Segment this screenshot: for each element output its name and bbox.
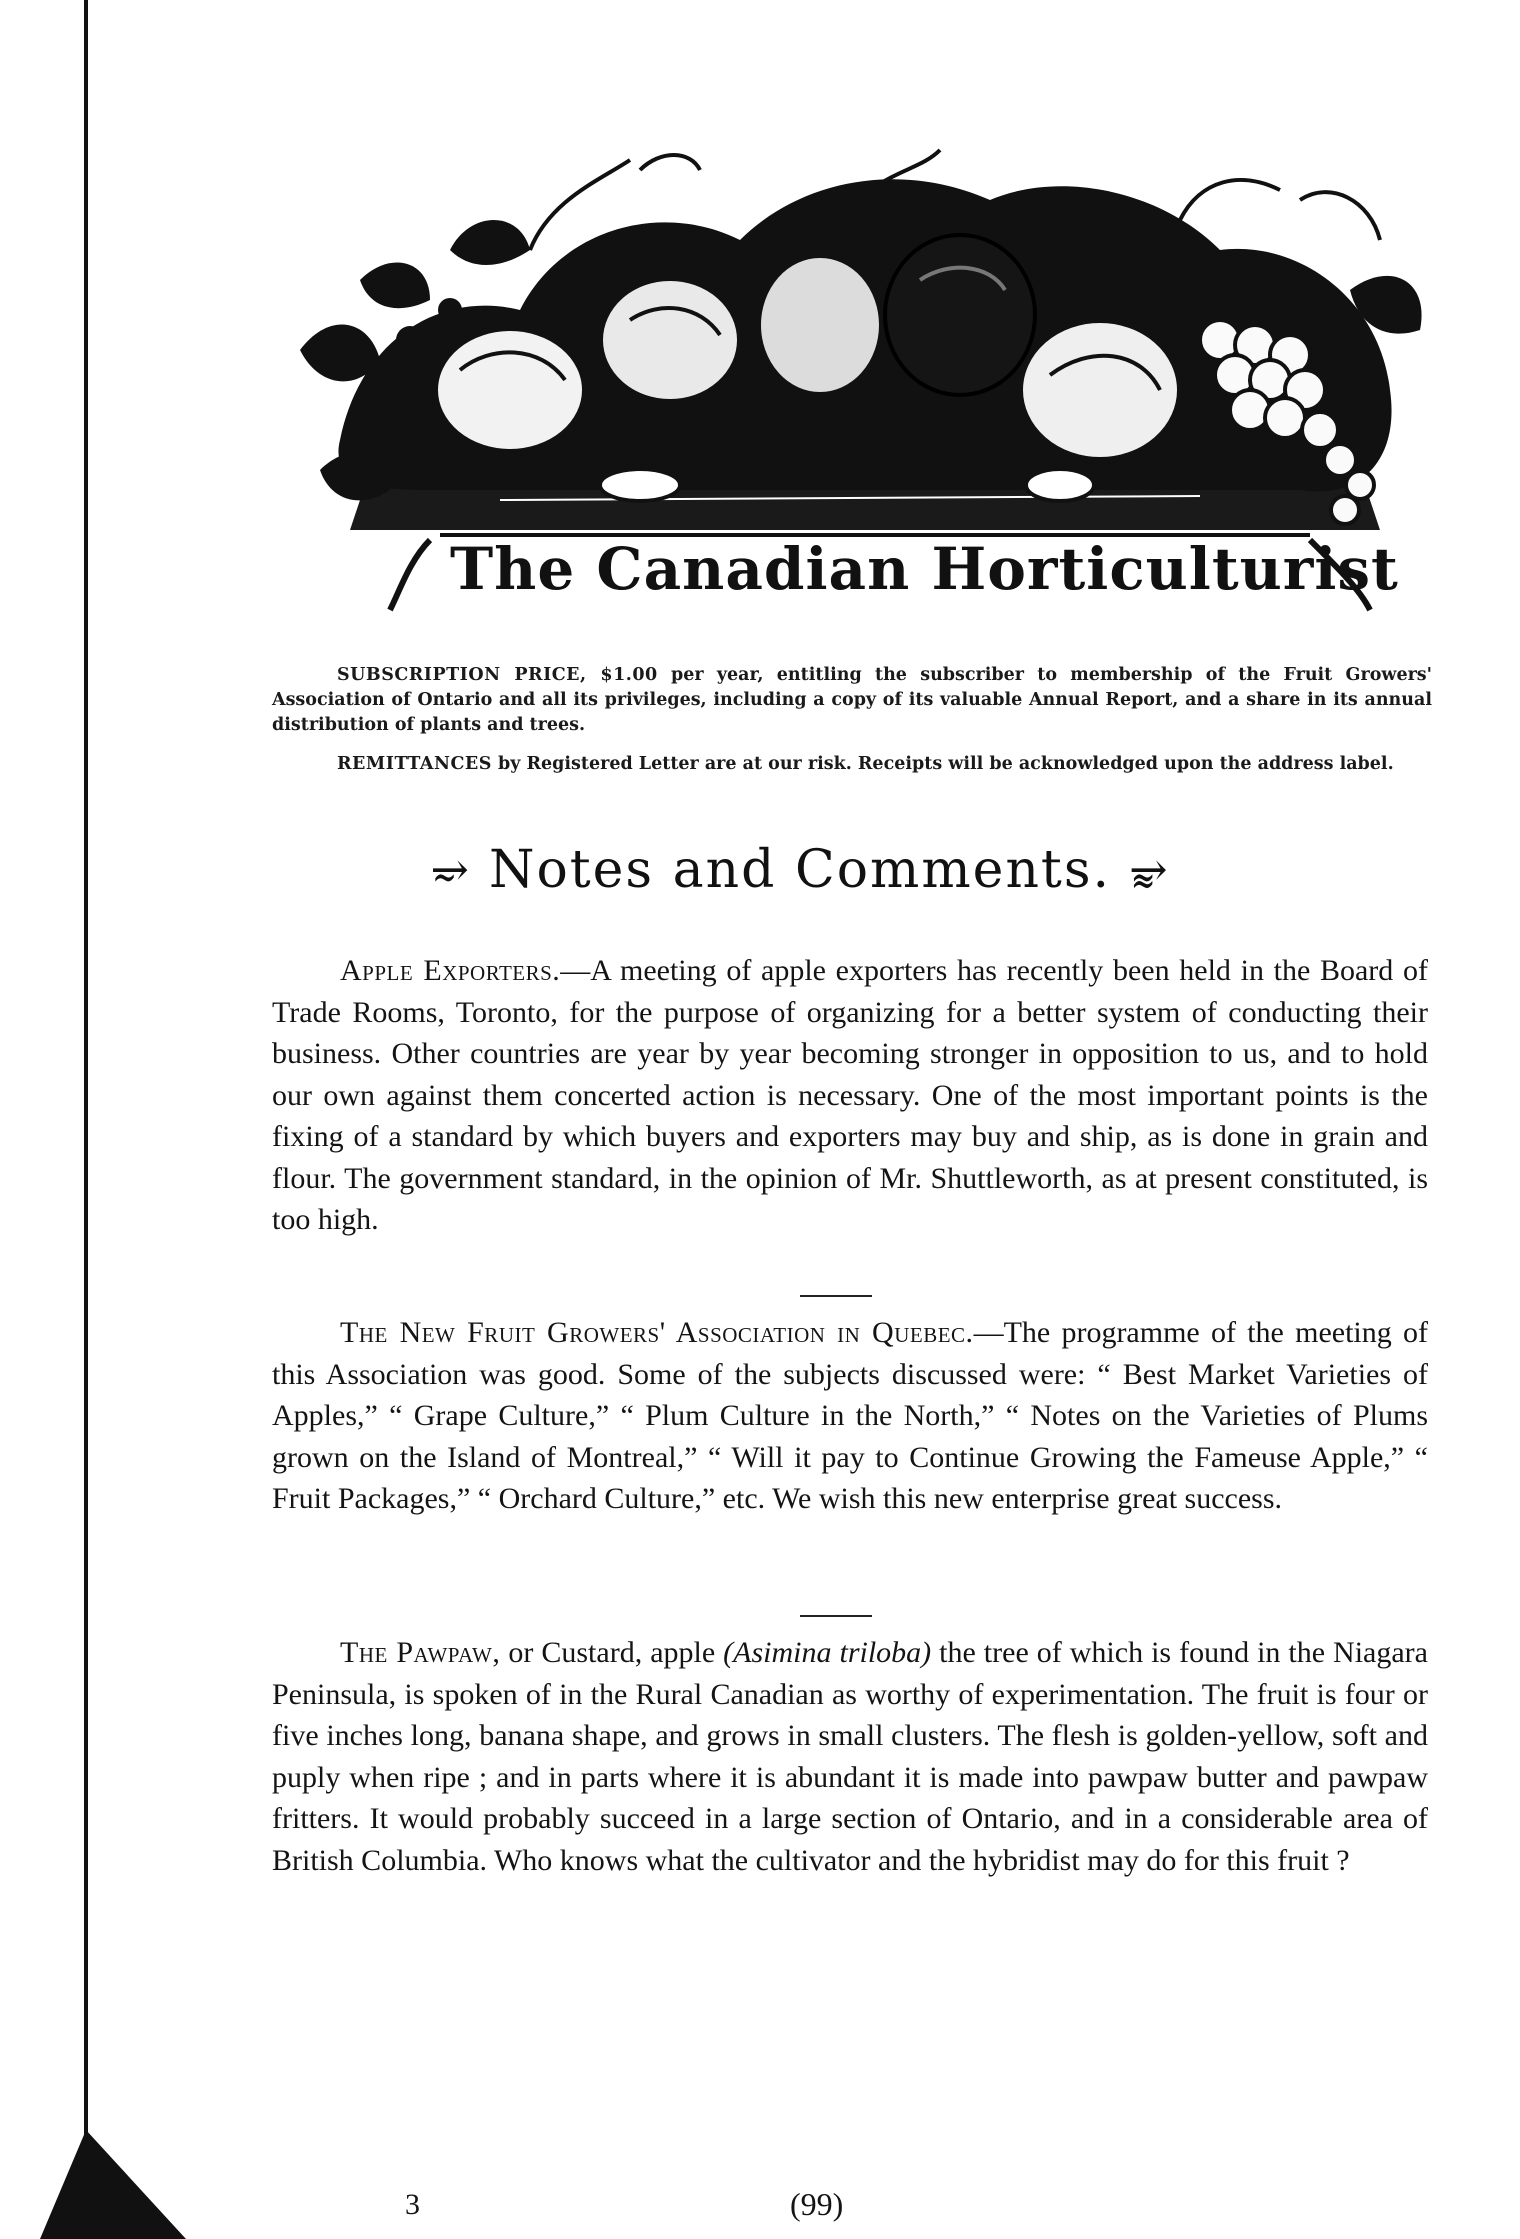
section-title: Notes and Comments. [488, 840, 1112, 900]
article-quebec-association [272, 1312, 1428, 1520]
remittances-lead: REMITTANCES [337, 754, 492, 774]
article-text: —The programme of the meeting of this Association was good. Some of the subjects discussed were: “ Best Market Varieties of Apples,” “ Grape Culture,” “ Plum Culture in the North,” “ Notes on the Varieties of Plums grown on the Island of Montreal,” “ Will it pay to Continue Growing the Fameuse Apple,” “ Fruit Packages,” “ Orchard Culture,” etc. We wish this new enterprise great success. [272, 1316, 1428, 1515]
masthead [300, 140, 1430, 660]
article-heading: The New Fruit Growers' Association in Quebec. [340, 1316, 974, 1349]
section-divider [800, 1615, 872, 1617]
page-binding-edge [84, 0, 88, 2239]
article-text-after: the tree of which is found in the Niagara Peninsula, is spoken of in the Rural Canadian as worthy of experimentation. The fruit is four or five inches long, banana shape, and grows in small clusters. The flesh is golden-yellow, soft and puply when ripe ; and in parts where it is abundant it is made into pawpaw butter and pawpaw fritters. It would probably succeed in a large section of Ontario, and in a considerable area of British Columbia. Who knows what the cultivator and the hybridist may do for this fruit ? [272, 1636, 1428, 1877]
remittances-notice [272, 752, 1432, 777]
subscription-text: per year, entitling the subscriber to membership of the Fruit Growers' Association of Ontario and all its privileges, including a copy of its valuable Annual Report, and a share in its annual distribution of plants and trees. [272, 665, 1433, 735]
section-divider [800, 1295, 872, 1297]
article-text: —A meeting of apple exporters has recently been held in the Board of Trade Rooms, Toronto, for the purpose of organizing for a better system of conducting their business. Other countries are year by year becoming stronger in opposition to us, and to hold our own against them concerted action is necessary. One of the most important points is the fixing of a standard by which buyers and exporters may buy and ship, as is done in grain and flour. The government standard, in the opinion of Mr. Shuttleworth, as at present constituted, is too high. [272, 954, 1428, 1236]
remittances-text: by Registered Letter are at our risk. Receipts will be acknowledged upon the address label. [491, 754, 1394, 774]
ornament-left-icon: ⥴ [430, 842, 471, 896]
masthead-title: The Canadian Horticulturist [450, 535, 1399, 603]
section-heading [300, 840, 1300, 900]
subscription-lead: SUBSCRIPTION PRICE, $1.00 [337, 665, 658, 685]
signature-mark: 3 [405, 2188, 420, 2221]
ornament-right-icon: ⥵ [1129, 842, 1170, 896]
page-number: (99) [790, 2186, 844, 2222]
article-heading: Apple Exporters. [340, 954, 561, 987]
article-heading: The Pawpaw, [340, 1636, 501, 1669]
article-pawpaw [272, 1632, 1428, 1881]
subscription-notice [272, 663, 1432, 738]
page-binding-corner [40, 2130, 186, 2239]
article-apple-exporters [272, 950, 1428, 1241]
article-latin-name: (Asimina triloba) [723, 1636, 932, 1669]
article-text-before: or Custard, apple [500, 1636, 724, 1669]
